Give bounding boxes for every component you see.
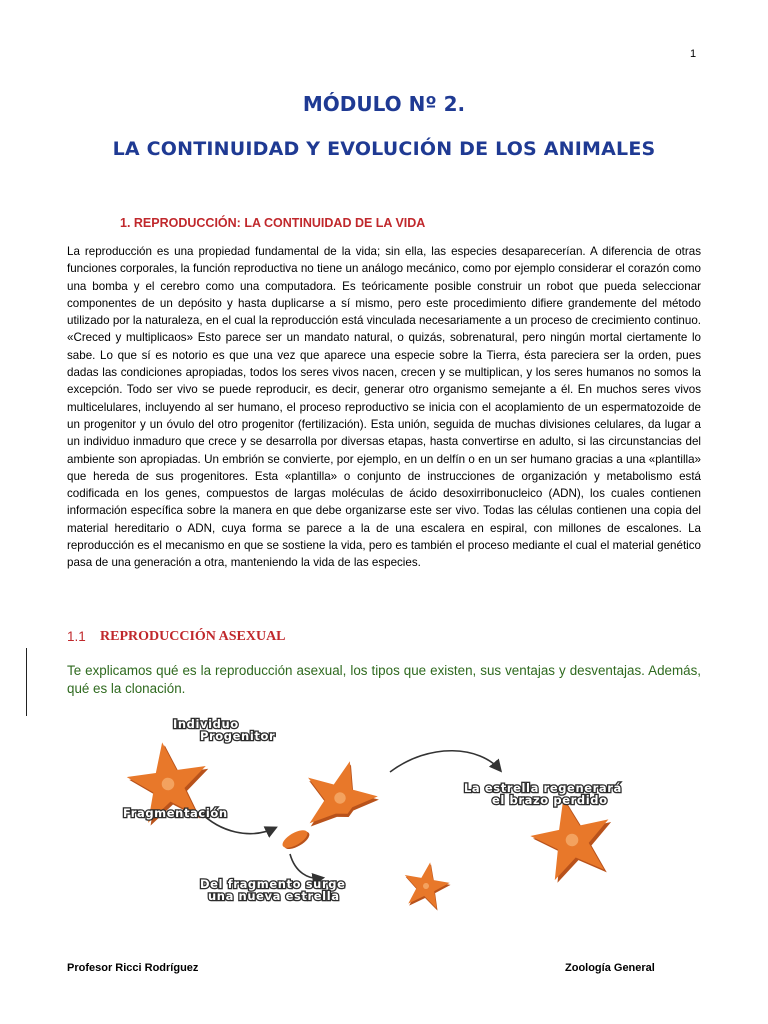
section-heading: 1. REPRODUCCIÓN: LA CONTINUIDAD DE LA VIDA [120,216,426,230]
arrow-fragment-to-new [290,854,322,878]
label-parent-line1: Individuo [173,717,239,731]
subsection-intro-text: Te explicamos qué es la reproducción asexual, los tipos que existen, sus ventajas y desventajas. Además, qué es la clonación. [67,663,701,696]
label-regenerate-line1: La estrella regenerará [464,781,622,795]
new-starfish [400,858,454,912]
page-title: LA CONTINUIDAD Y EVOLUCIÓN DE LOS ANIMALES [112,138,656,160]
asexual-reproduction-figure [90,712,700,917]
page-number: 1 [690,48,697,60]
footer-author: Profesor Ricci Rodríguez [67,962,199,974]
label-fragment-line2: una nueva estrella [208,889,340,903]
label-fragmentation: Fragmentación [123,806,228,820]
section-body-text: La reproducción es una propiedad fundamental de la vida; sin ella, las especies desaparecerían. A diferencia de otras funciones corporales, la función reproductiva no tiene un análogo mecánico, como por ejemplo considerar el corazón como una bomba y el cerebro como una computadora. Es teóricamente posible construir un robot que pueda seleccionar componentes de un depósito y hasta duplicarse a sí mismo, pero este procedimiento difiere grandemente del método utilizado por la naturaleza, en el cual la reproducción está vinculada necesariamente a un proceso de crecimiento continuo. «Creced y multiplicaos» Esto parece ser un mandato natural, o quizás, sobrenatural, pero ningún mortal ciertamente lo sabe. Lo que sí es notorio es que una vez que aparece una especie sobre la Tierra, ésta pareciera ser la orden, pues dadas las condiciones apropiadas, todos los seres vivos nacen, crecen y se multiplican, y los seres humanos no somos la excepción. Todo ser vivo se puede reproducir, es decir, generar otro organismo semejante a él. En muchos seres vivos multicelulares, incluyendo al ser humano, el proceso reproductivo se inicia con el acoplamiento de un espermatozoide de un progenitor y un óvulo del otro progenitor (fertilización). Esta unión, seguida de muchas divisiones celulares, da lugar a un individuo inmaduro que crece y se desarrolla por diversas etapas, hasta convertirse en adulto, si las circunstancias del ambiente son apropiadas. Un embrión se convierte, por ejemplo, en un delfín o en un ser humano gracias a una «plantilla» que hereda de sus progenitores. Esta «plantilla» o conjunto de instrucciones de organización y metabolismo está codificada en los genes, compuestos de largas moléculas de ácido desoxirribonucleico (ADN), los cuales contienen información específica sobre la manera en que debe organizarse este ser vivo. Todas las células contienen una copia del material hereditario o ADN, cuya forma se parece a la de una escalera en espiral, con millones de escalones. La reproducción es el mecanismo en que se sostiene la vida, pero es también el proceso mediante el cual el material genético pasa de una generación a otra, manteniendo la vida de las especies. [67,245,701,570]
label-parent-line2: Progenitor [200,729,276,743]
label-regenerate-line2: el brazo perdido [492,793,608,807]
subsection-number: 1.1 [67,629,86,644]
label-fragment-line1: Del fragmento surge [200,877,346,891]
footer-course: Zoología General [565,962,655,974]
margin-revision-line [26,648,27,716]
arrow-fragmented-to-regenerating [390,751,500,772]
fragmented-starfish [296,752,387,842]
subsection-title: REPRODUCCIÓN ASEXUAL [100,629,286,644]
module-title: MÓDULO Nº 2. [302,92,466,116]
arm-fragment [280,826,312,853]
figure-svg [90,712,700,917]
